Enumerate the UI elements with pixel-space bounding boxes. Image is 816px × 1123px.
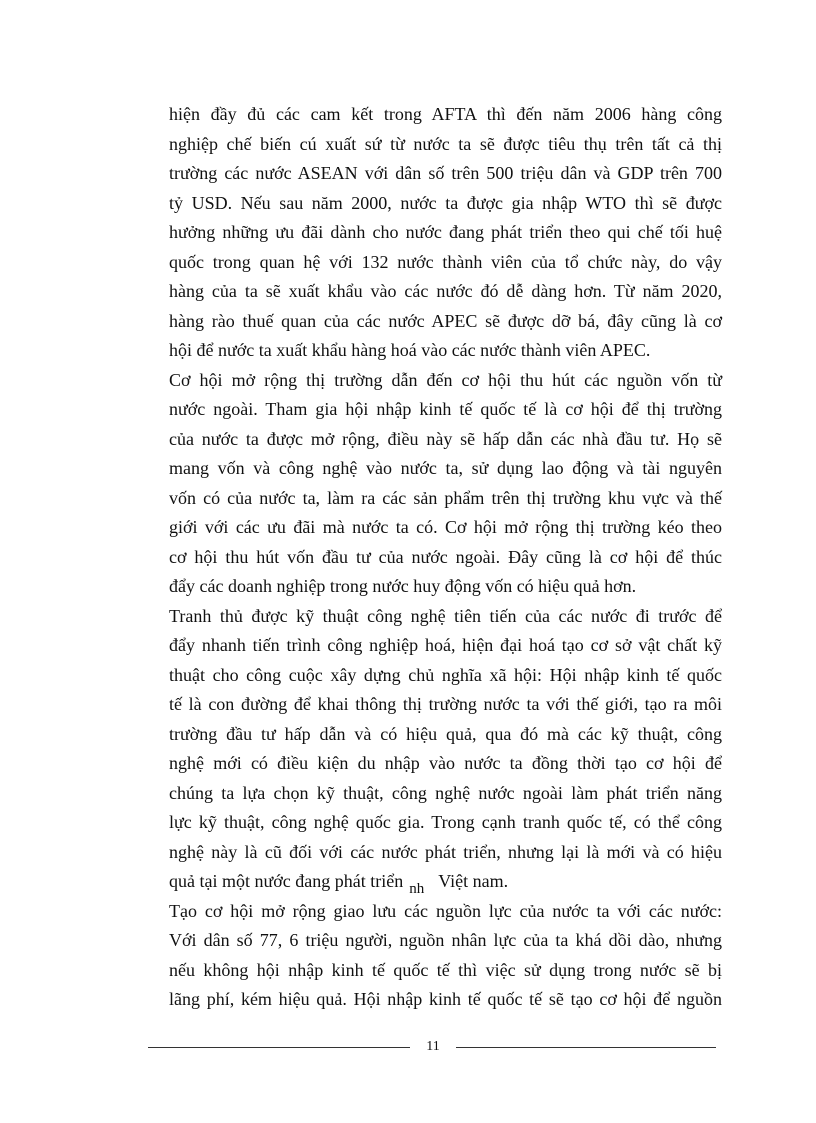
text-line-with-subscript	[169, 867, 722, 897]
text-line: của nước ta được mở rộng, điều này sẽ hấp dẫn các nhà đầu tư. Họ sẽ	[169, 428, 722, 449]
text-line: Tranh thủ được kỹ thuật công nghệ tiên tiến của các nước đi trước để	[169, 605, 722, 626]
footer-rule-right	[456, 1047, 716, 1048]
text-line: giới với các ưu đãi mà nước ta có. Cơ hội mở rộng thị trường kéo theo	[169, 517, 722, 537]
text-fragment: Việt nam.	[438, 871, 509, 891]
text-line: chúng ta lựa chọn kỹ thuật, công nghệ nước ngoài làm phát triển năng	[169, 782, 722, 803]
text-line: Tạo cơ hội mở rộng giao lưu các nguồn lực của nước ta với các nước:	[169, 900, 722, 921]
text-line: cơ hội thu hút vốn đầu tư của nước ngoài. Đây cũng là cơ hội để thúc	[169, 546, 722, 567]
text-line: tỷ USD. Nếu sau năm 2000, nước ta được gia nhập WTO thì sẽ được	[169, 192, 722, 213]
footer-rule-left	[148, 1047, 410, 1048]
text-line: lãng phí, kém hiệu quả. Hội nhập kinh tế quốc tế sẽ tạo cơ hội để nguồn	[169, 989, 722, 1009]
text-line: vốn có của nước ta, làm ra các sản phẩm trên thị trường khu vực và thế	[169, 487, 722, 508]
text-line: Với dân số 77, 6 triệu người, nguồn nhân lực của ta khá dồi dào, nhưng	[169, 930, 722, 950]
text-line: mang vốn và công nghệ vào nước ta, sử dụng lao động và tài nguyên	[169, 458, 722, 478]
text-line: quốc trong quan hệ với 132 nước thành viên của tổ chức này, do vậy	[169, 251, 722, 272]
text-line: hàng rào thuế quan của các nước APEC sẽ được dỡ bá, đây cũng là cơ	[169, 310, 722, 331]
text-line: thuật cho công cuộc xây dựng chủ nghĩa xã hội: Hội nhập kinh tế quốc	[169, 664, 722, 685]
text-line: lực kỹ thuật, công nghệ quốc gia. Trong cạnh tranh quốc tế, có thể công	[169, 812, 722, 832]
text-line: hàng của ta sẽ xuất khẩu vào các nước đó dễ dàng hơn. Từ năm 2020,	[169, 281, 722, 301]
page-footer	[148, 1036, 716, 1060]
text-line: hiện đầy đủ các cam kết trong AFTA thì đến năm 2006 hàng công	[169, 104, 722, 124]
text-line: trường đầu tư hấp dẫn và có hiệu quả, qua đó mà các kỹ thuật, công	[169, 723, 722, 744]
text-line: tế là con đường để khai thông thị trường nước ta với thế giới, tạo ra môi	[169, 694, 722, 714]
subscript-fragment: nh	[409, 881, 425, 897]
text-line: hội để nước ta xuất khẩu hàng hoá vào các nước thành viên APEC.	[169, 340, 651, 360]
text-line: hưởng những ưu đãi dành cho nước đang phát triển theo qui chế tối huệ	[169, 222, 722, 242]
text-line: nước ngoài. Tham gia hội nhập kinh tế quốc tế là cơ hội để thị trường	[169, 399, 722, 419]
text-line: nếu không hội nhập kinh tế quốc tế thì việc sử dụng trong nước sẽ bị	[169, 959, 722, 980]
text-line: Cơ hội mở rộng thị trường dẫn đến cơ hội thu hút các nguồn vốn từ	[169, 369, 722, 390]
body-text	[169, 100, 722, 1015]
text-line: nghệ này là cũ đối với các nước phát triển, nhưng lại là mới và có hiệu	[169, 841, 722, 862]
text-line: nghệ mới có điều kiện du nhập vào nước ta đồng thời tạo cơ hội để	[169, 753, 722, 773]
text-line: đẩy các doanh nghiệp trong nước huy động vốn có hiệu quả hơn.	[169, 576, 637, 596]
text-line: đẩy nhanh tiến trình công nghiệp hoá, hiện đại hoá tạo cơ sở vật chất kỹ	[169, 635, 722, 655]
page-number: 11	[426, 1039, 440, 1054]
text-fragment: quả tại một nước đang phát triển	[169, 871, 404, 891]
text-line: trường các nước ASEAN với dân số trên 500 triệu dân và GDP trên 700	[169, 163, 722, 183]
text-line: nghiệp chế biến cú xuất sứ từ nước ta sẽ được tiêu thụ trên tất cả thị	[169, 133, 722, 154]
